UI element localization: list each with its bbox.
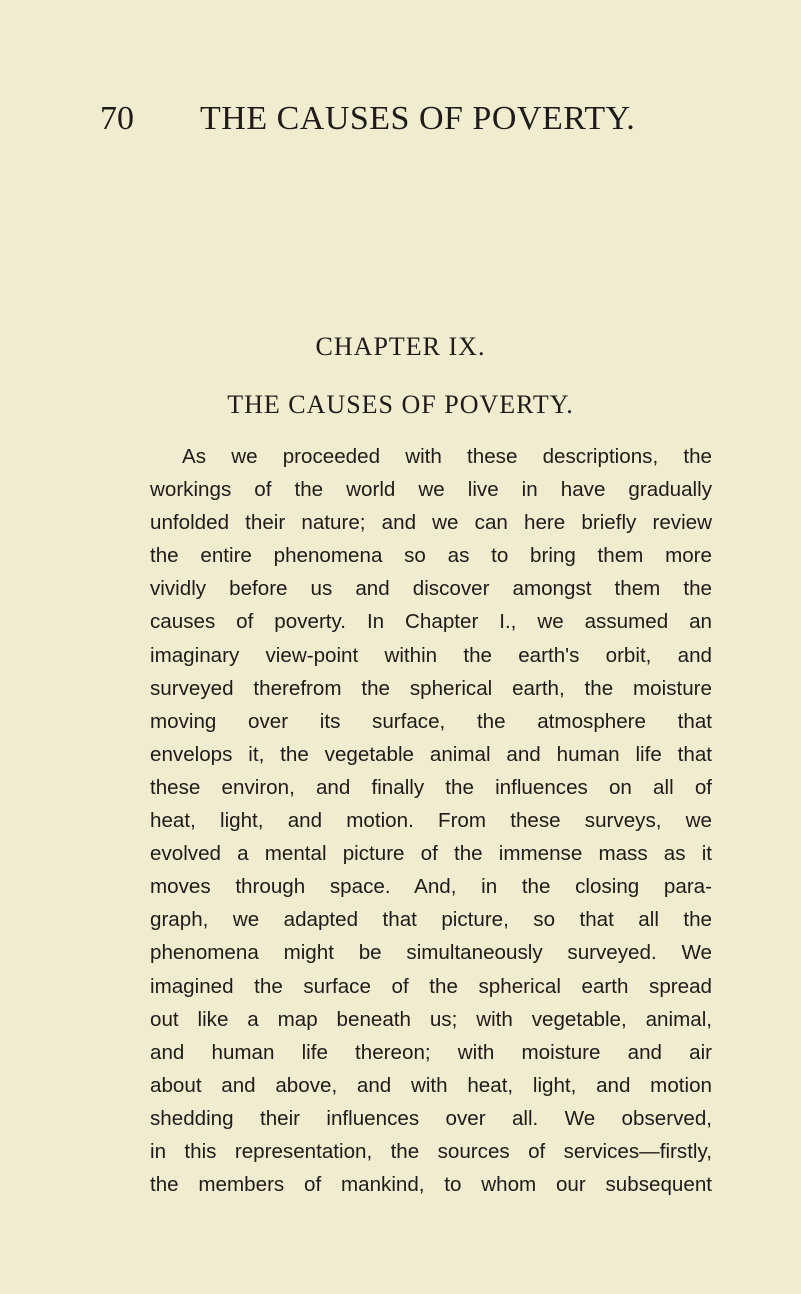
text-line: vividly before us and discover amongst them the <box>150 577 712 601</box>
text-line: surveyed therefrom the spherical earth, the moisture <box>150 676 712 700</box>
text-line: unfolded their nature; and we can here briefly review <box>150 511 712 535</box>
text-line: As we proceeded with these descriptions, the <box>182 445 712 468</box>
running-title: THE CAUSES OF POVERTY. <box>200 100 636 137</box>
text-line: in this representation, the sources of services—firstly, <box>150 1139 712 1163</box>
chapter-number: CHAPTER IX. <box>315 332 486 361</box>
text-line: graph, we adapted that picture, so that all the <box>150 908 712 932</box>
running-head <box>100 96 720 146</box>
text-line: the members of mankind, to whom our subsequent <box>150 1173 712 1197</box>
text-line: moves through space. And, in the closing para- <box>150 875 712 899</box>
text-line: about and above, and with heat, light, and motion <box>150 1073 712 1097</box>
page-number: 70 <box>100 100 134 137</box>
text-line: and human life thereon; with moisture and air <box>150 1040 712 1064</box>
text-line: evolved a mental picture of the immense mass as it <box>150 842 712 866</box>
text-line: shedding their influences over all. We observed, <box>150 1106 712 1130</box>
text-line: heat, light, and motion. From these surveys, we <box>150 809 712 833</box>
text-line: imaginary view-point within the earth's orbit, and <box>150 643 712 667</box>
text-line: workings of the world we live in have gradually <box>150 478 712 502</box>
text-line: these environ, and finally the influences on all of <box>150 775 712 799</box>
chapter-title: THE CAUSES OF POVERTY. <box>227 390 574 419</box>
text-line: phenomena might be simultaneously surveyed. We <box>150 941 712 965</box>
text-line: envelops it, the vegetable animal and human life that <box>150 742 712 766</box>
text-line: the entire phenomena so as to bring them more <box>150 544 712 568</box>
text-line: out like a map beneath us; with vegetable, animal, <box>150 1007 712 1031</box>
body-paragraph <box>150 440 712 1201</box>
text-line: causes of poverty. In Chapter I., we assumed an <box>150 610 712 634</box>
text-line: imagined the surface of the spherical earth spread <box>150 974 712 998</box>
text-line: moving over its surface, the atmosphere that <box>150 709 712 733</box>
